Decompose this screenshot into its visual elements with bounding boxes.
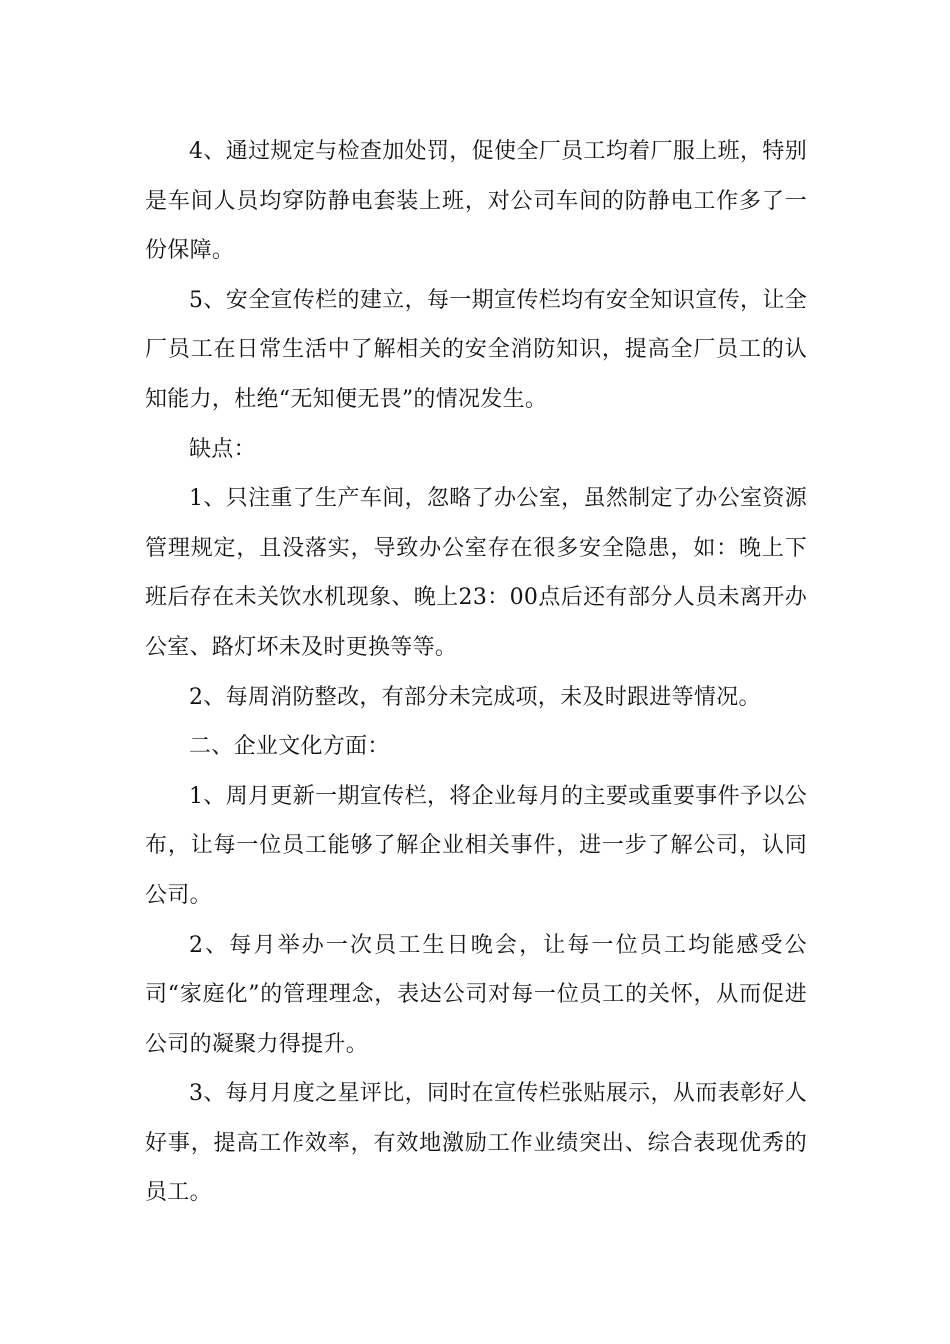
paragraph-shortcomings-heading: 缺点：	[189, 436, 256, 462]
paragraph-uniform-policy: 4、通过规定与检查加处罚，促使全厂员工均着厂服上班，特别是车间人员均穿防静电套装上班，对公司车间的防静电工作多了一份保障。	[145, 139, 807, 264]
paragraph-culture-heading: 二、企业文化方面：	[189, 734, 390, 760]
paragraph-birthday-party: 2、每月举办一次员工生日晚会，让每一位员工均能感受公司“家庭化”的管理理念，表达公司对每一位员工的关怀，从而促进公司的凝聚力得提升。	[145, 932, 807, 1057]
paragraph-bulletin-update: 1、周月更新一期宣传栏，将企业每月的主要或重要事件予以公布，让每一位员工能够了解企业相关事件，进一步了解公司，认同公司。	[145, 783, 807, 908]
paragraph-safety-board: 5、安全宣传栏的建立，每一期宣传栏均有安全知识宣传，让全厂员工在日常生活中了解相关的安全消防知识，提高全厂员工的认知能力，杜绝“无知便无畏”的情况发生。	[145, 287, 807, 412]
paragraph-office-neglect: 1、只注重了生产车间，忽略了办公室，虽然制定了办公室资源管理规定，且没落实，导致办公室存在很多安全隐患，如：晚上下班后存在未关饮水机现象、晚上23：00点后还有部分人员未离开办公室、路灯坏未及时更换等等。	[145, 486, 807, 660]
paragraph-star-of-month: 3、每月月度之星评比，同时在宣传栏张贴展示，从而表彰好人好事，提高工作效率，有效地激励工作业绩突出、综合表现优秀的员工。	[145, 1081, 807, 1206]
document-body	[145, 127, 807, 1218]
paragraph-fire-rectification: 2、每周消防整改，有部分未完成项，未及时跟进等情况。	[189, 684, 761, 710]
